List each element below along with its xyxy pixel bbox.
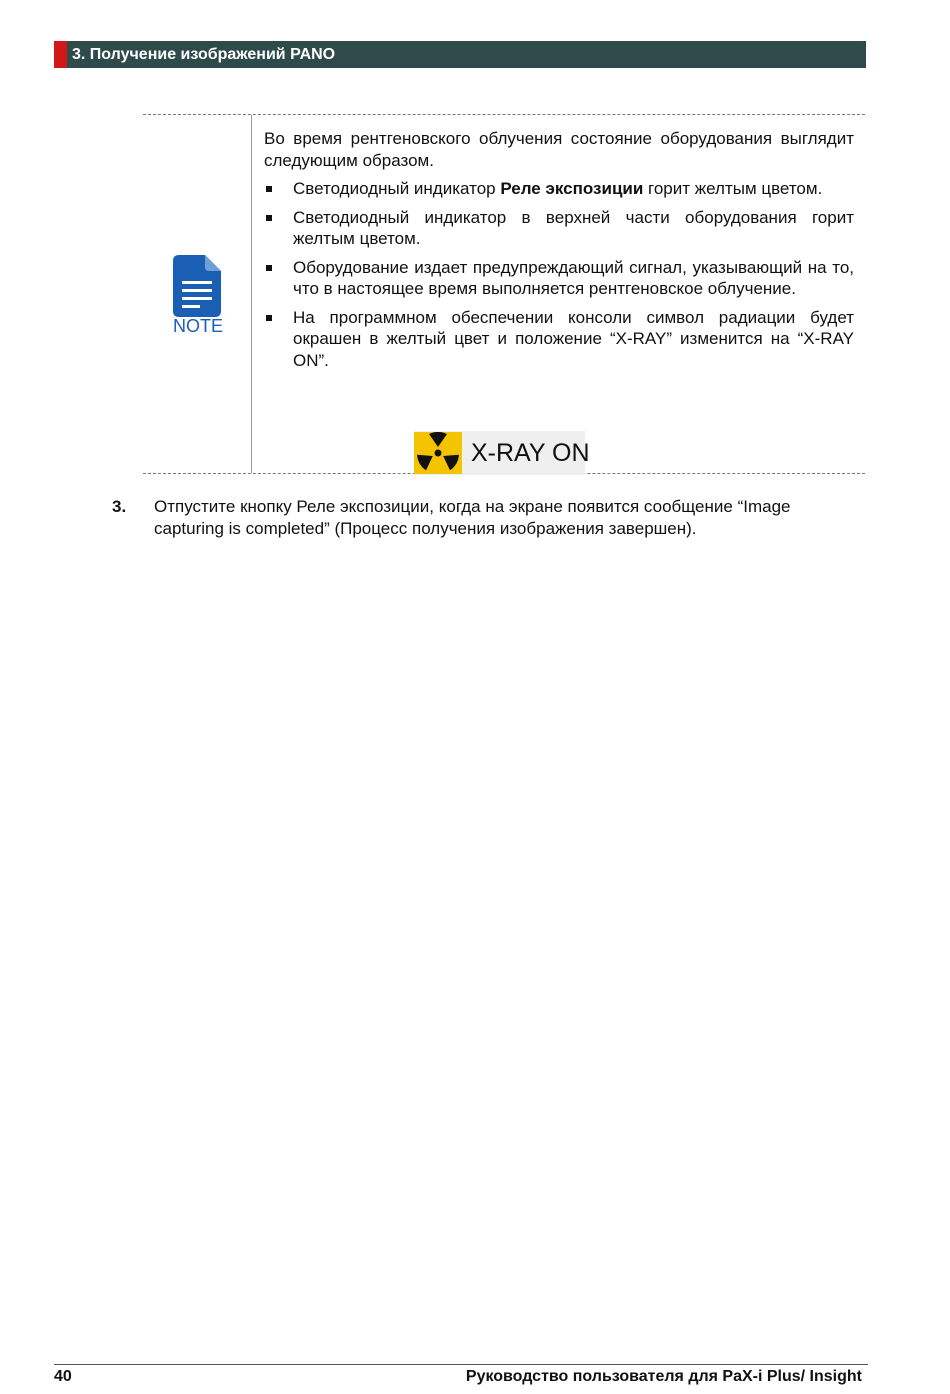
bullet-text: Оборудование издает предупреждающий сигнал, указывающий на то, что в настоящее время выполняется рентгеновское облучение.: [293, 257, 854, 298]
footer-divider: [54, 1364, 868, 1365]
square-bullet-icon: [266, 315, 272, 321]
bullet-text-after: горит желтым цветом.: [643, 179, 823, 198]
note-bullet-list: [264, 178, 854, 371]
note-document-icon: [170, 253, 226, 343]
header-accent-bar: [54, 41, 67, 68]
list-item: [264, 207, 854, 250]
bullet-text: На программном обеспечении консоли символ радиации будет окрашен в желтый цвет и положение “X-RAY” изменится на “X-RAY ON”.: [293, 307, 854, 370]
note-content: [264, 128, 854, 467]
list-item: [264, 178, 854, 200]
xray-on-label: X-RAY ON: [471, 439, 590, 467]
note-icon-cell: [143, 115, 252, 473]
step-number: 3.: [112, 497, 127, 516]
square-bullet-icon: [266, 186, 272, 192]
note-intro: Во время рентгеновского облучения состояние оборудования выглядит следующим образом.: [264, 129, 854, 170]
square-bullet-icon: [266, 215, 272, 221]
list-item: [264, 307, 854, 372]
exposure-relay-term: Реле экспозиции: [500, 179, 644, 198]
footer-document-title: Руководство пользователя для PaX-i Plus/ Insight: [465, 1368, 862, 1385]
page-number: 40: [54, 1368, 72, 1385]
radiation-icon: [414, 432, 462, 474]
step-text: Отпустите кнопку Реле экспозиции, когда на экране появится сообщение “Image capturing is completed” (Процесс получения изображения завершен).: [154, 497, 791, 538]
bullet-text: Светодиодный индикатор в верхней части оборудования горит желтым цветом.: [293, 207, 854, 248]
section-header: [54, 41, 866, 68]
list-item: [264, 257, 854, 300]
square-bullet-icon: [266, 265, 272, 271]
document-icon: [173, 255, 221, 317]
note-box: [143, 114, 865, 474]
section-title: 3. Получение изображений PANO: [72, 46, 336, 63]
note-label: NOTE: [172, 316, 223, 336]
xray-on-badge: [414, 431, 590, 475]
bullet-text-before: Светодиодный индикатор: [293, 179, 501, 198]
